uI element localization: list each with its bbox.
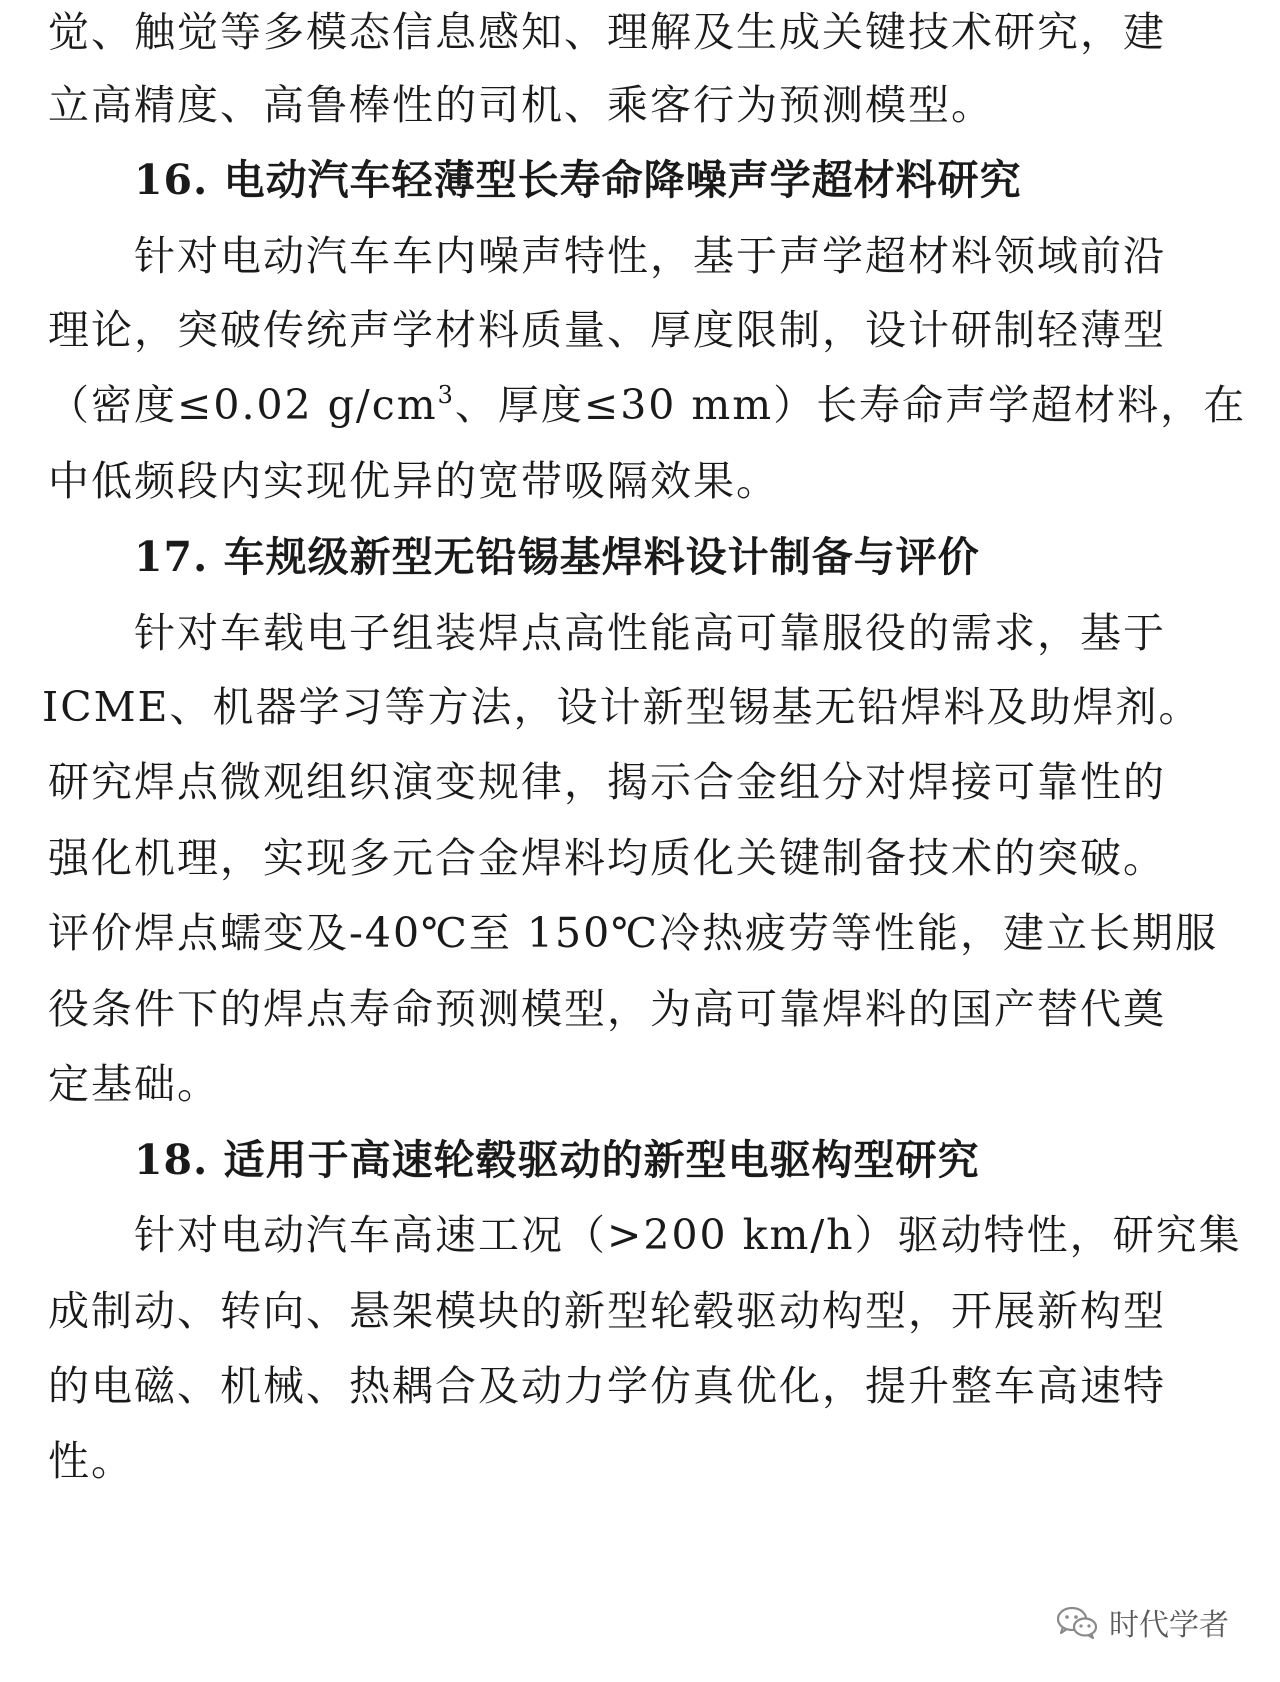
paragraph-line: 定基础。 [48, 1060, 220, 1108]
section-heading-18: 18. 适用于高速轮毂驱动的新型电驱构型研究 [134, 1136, 980, 1184]
paragraph-line: 强化机理，实现多元合金焊料均质化关键制备技术的突破。 [48, 834, 1166, 882]
paragraph-line: 针对电动汽车高速工况（>200 km/h）驱动特性，研究集 [134, 1211, 1242, 1259]
section-heading-16: 16. 电动汽车轻薄型长寿命降噪声学超材料研究 [134, 156, 1022, 204]
paragraph-line: 研究焊点微观组织演变规律，揭示合金组分对焊接可靠性的 [48, 758, 1166, 806]
paragraph-line: 觉、触觉等多模态信息感知、理解及生成关键技术研究，建 [48, 8, 1166, 56]
paragraph-line: 理论，突破传统声学材料质量、厚度限制，设计研制轻薄型 [48, 306, 1166, 354]
paragraph-line: 评价焊点蠕变及-40℃至 150℃冷热疲劳等性能，建立长期服 [48, 909, 1219, 957]
paragraph-line: 的电磁、机械、热耦合及动力学仿真优化，提升整车高速特 [48, 1362, 1166, 1410]
paragraph-line: 成制动、转向、悬架模块的新型轮毂驱动构型，开展新构型 [48, 1287, 1166, 1335]
paragraph-line: 役条件下的焊点寿命预测模型，为高可靠焊料的国产替代奠 [48, 985, 1166, 1033]
paragraph-line: 性。 [48, 1437, 134, 1485]
thickness-text: 、厚度≤30 mm）长寿命声学超材料，在 [454, 381, 1247, 429]
superscript: 3 [437, 381, 455, 409]
paragraph-line: ICME、机器学习等方法，设计新型锡基无铅焊料及助焊剂。 [42, 683, 1202, 731]
paragraph-line [48, 375, 1246, 435]
watermark-text: 时代学者 [1109, 1608, 1229, 1643]
wechat-icon [1055, 1604, 1099, 1640]
section-heading-17: 17. 车规级新型无铅锡基焊料设计制备与评价 [134, 533, 980, 581]
paragraph-line: 中低频段内实现优异的宽带吸隔效果。 [48, 457, 779, 505]
paragraph-line: 立高精度、高鲁棒性的司机、乘客行为预测模型。 [48, 81, 994, 129]
paragraph-line: 针对电动汽车车内噪声特性，基于声学超材料领域前沿 [134, 232, 1166, 280]
paragraph-line: 针对车载电子组装焊点高性能高可靠服役的需求，基于 [134, 609, 1166, 657]
watermark [1055, 1600, 1229, 1644]
density-text: （密度≤0.02 g/cm [48, 381, 438, 429]
